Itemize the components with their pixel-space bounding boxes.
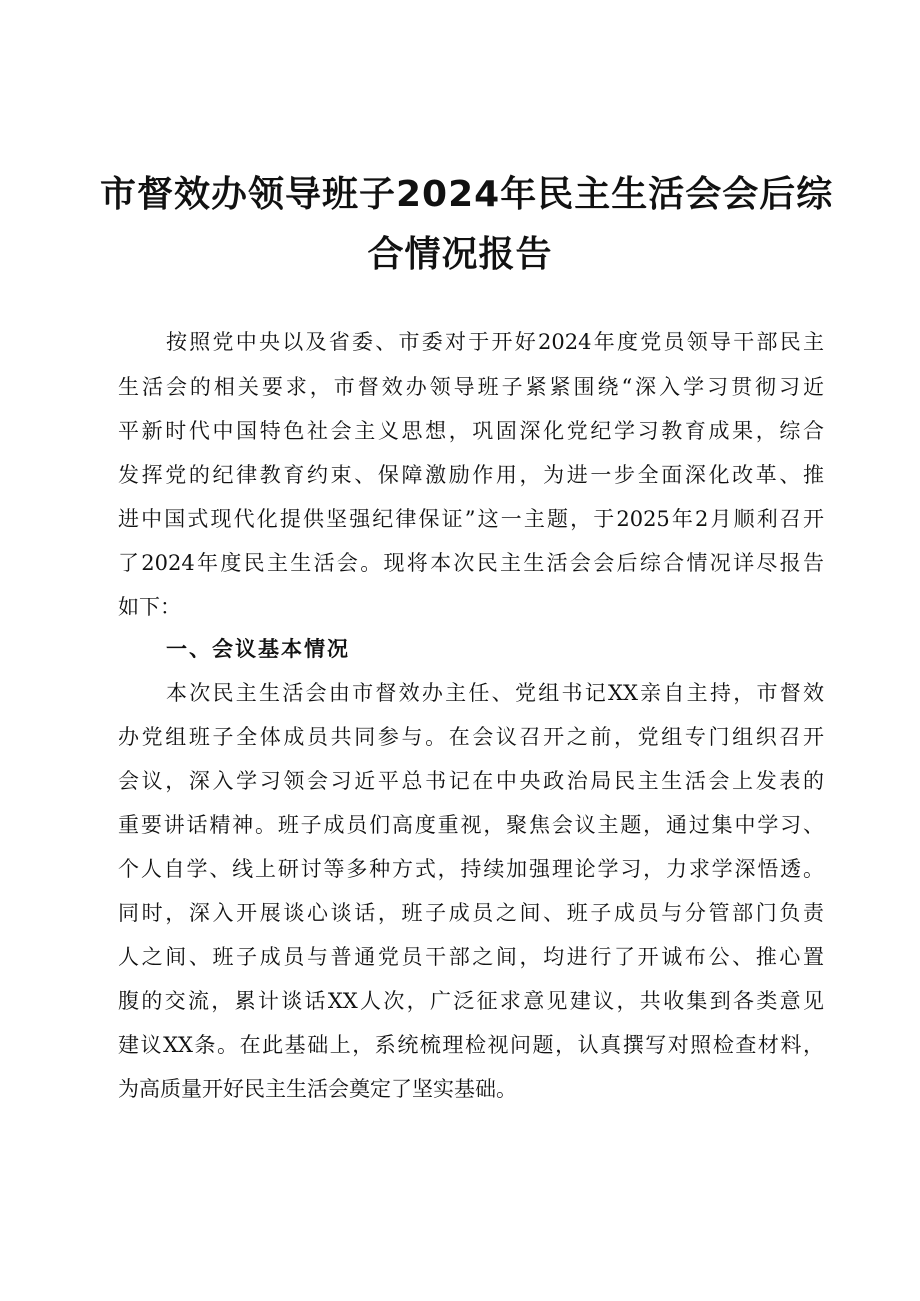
paragraph-2-line: 为高质量开好民主生活会奠定了坚实基础。 xyxy=(118,1077,517,1101)
paragraph-2-line: 办党组班子全体成员共同参与。在会议召开之前，党组专门组织召开 xyxy=(118,725,824,749)
document-title-line-1: 市督效办领导班子2024年民主生活会会后综 xyxy=(100,174,834,215)
paragraph-2-line: 会议，深入学习领会习近平总书记在中央政治局民主生活会上发表的 xyxy=(118,769,824,793)
paragraph-2-line: 腹的交流，累计谈话XX人次，广泛征求意见建议，共收集到各类意见 xyxy=(118,989,824,1013)
document-title-line-2: 合情况报告 xyxy=(367,234,553,275)
paragraph-1-line: 按照党中央以及省委、市委对于开好2024年度党员领导干部民主 xyxy=(166,330,824,354)
paragraph-1-line: 发挥党的纪律教育约束、保障激励作用，为进一步全面深化改革、推 xyxy=(118,463,824,487)
paragraph-1-line: 平新时代中国特色社会主义思想，巩固深化党纪学习教育成果，综合 xyxy=(118,419,824,443)
paragraph-2-line: 人之间、班子成员与普通党员干部之间，均进行了开诚布公、推心置 xyxy=(118,945,824,969)
paragraph-1-line: 进中国式现代化提供坚强纪律保证”这一主题，于2025年2月顺利召开 xyxy=(118,507,824,531)
paragraph-2-line: 本次民主生活会由市督效办主任、党组书记XX亲自主持，市督效 xyxy=(166,681,824,705)
paragraph-2-line: 建议XX条。在此基础上，系统梳理检视问题，认真撰写对照检查材料， xyxy=(118,1033,824,1057)
paragraph-1-line: 生活会的相关要求，市督效办领导班子紧紧围绕“深入学习贯彻习近 xyxy=(118,375,824,399)
paragraph-1-line: 了2024年度民主生活会。现将本次民主生活会会后综合情况详尽报告 xyxy=(118,551,824,575)
paragraph-2-line: 重要讲话精神。班子成员们高度重视，聚焦会议主题，通过集中学习、 xyxy=(118,813,824,837)
paragraph-2-line: 个人自学、线上研讨等多种方式，持续加强理论学习，力求学深悟透。 xyxy=(118,857,824,881)
paragraph-1-line: 如下： xyxy=(118,595,181,619)
section-1-heading: 一、会议基本情况 xyxy=(166,637,350,661)
paragraph-2-line: 同时，深入开展谈心谈话，班子成员之间、班子成员与分管部门负责 xyxy=(118,901,824,925)
